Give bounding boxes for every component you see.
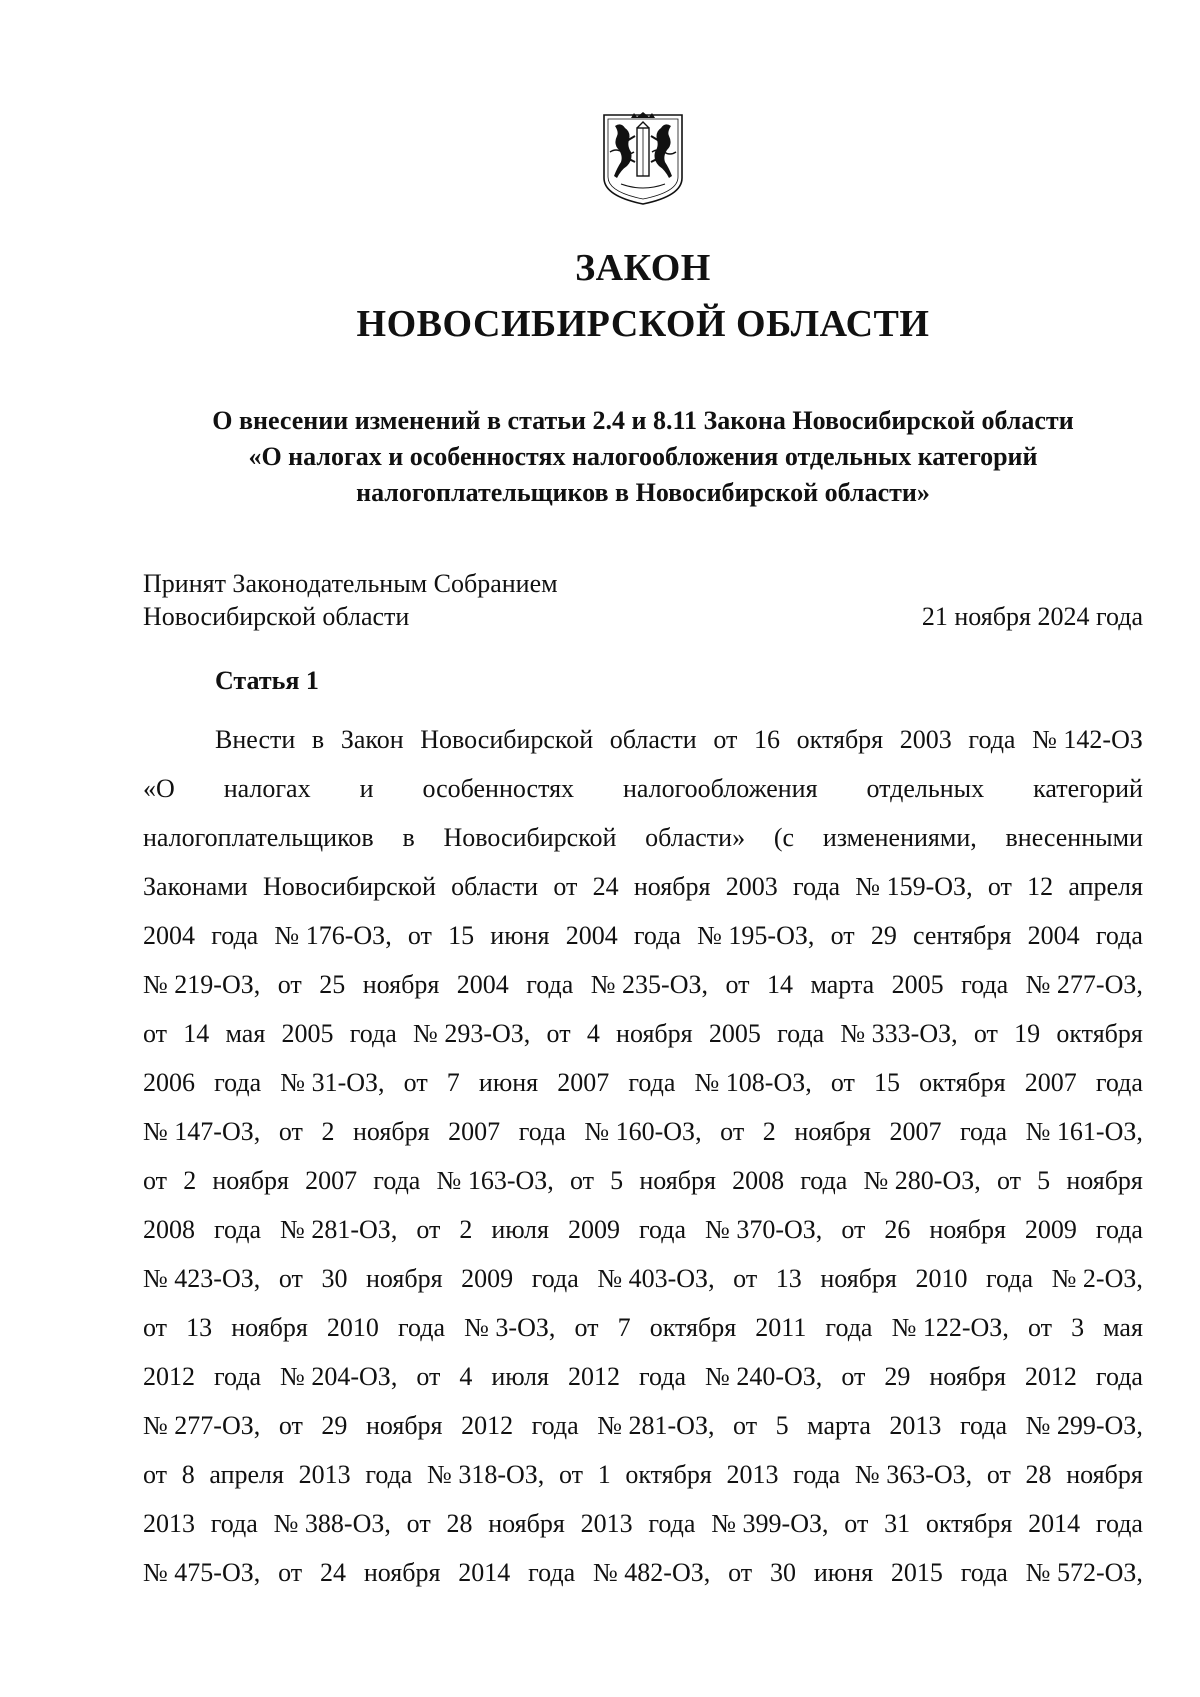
article-text-line: № 423-ОЗ, от 30 ноября 2009 года № 403-ОЗ, от 13 ноября 2010 года № 2-ОЗ, xyxy=(143,1264,1143,1293)
law-title-line: НОВОСИБИРСКОЙ ОБЛАСТИ xyxy=(356,303,930,345)
article-text-line: от 13 ноября 2010 года № 3-ОЗ, от 7 октября 2011 года № 122-ОЗ, от 3 мая xyxy=(143,1313,1143,1342)
article-text-line: № 277-ОЗ, от 29 ноября 2012 года № 281-ОЗ, от 5 марта 2013 года № 299-ОЗ, xyxy=(143,1411,1143,1440)
article-text-line: № 475-ОЗ, от 24 ноября 2014 года № 482-ОЗ, от 30 июня 2015 года № 572-ОЗ, xyxy=(143,1558,1143,1587)
article-text-line: 2012 года № 204-ОЗ, от 4 июля 2012 года № 240-ОЗ, от 29 ноября 2012 года xyxy=(143,1362,1143,1391)
article-text-line: 2004 года № 176-ОЗ, от 15 июня 2004 года № 195-ОЗ, от 29 сентября 2004 года xyxy=(143,921,1143,950)
article-text-line: от 14 мая 2005 года № 293-ОЗ, от 4 ноября 2005 года № 333-ОЗ, от 19 октября xyxy=(143,1019,1143,1048)
law-subject xyxy=(0,403,1200,511)
article-text-line: 2013 года № 388-ОЗ, от 28 ноября 2013 года № 399-ОЗ, от 31 октября 2014 года xyxy=(143,1509,1143,1538)
subject-line: налогоплательщиков в Новосибирской области» xyxy=(356,478,930,507)
article-text-line: 2006 года № 31-ОЗ, от 7 июня 2007 года № 108-ОЗ, от 15 октября 2007 года xyxy=(143,1068,1143,1097)
article-text-line: налогоплательщиков в Новосибирской области» (с изменениями, внесенными xyxy=(143,823,1143,852)
article-text-line: «О налогах и особенностях налогообложения отдельных категорий xyxy=(143,774,1143,803)
adoption-block xyxy=(143,567,1143,633)
article-text-line: Законами Новосибирской области от 24 ноября 2003 года № 159-ОЗ, от 12 апреля xyxy=(143,872,1143,901)
coat-of-arms-icon xyxy=(601,112,685,206)
article-text-line: 2008 года № 281-ОЗ, от 2 июля 2009 года № 370-ОЗ, от 26 ноября 2009 года xyxy=(143,1215,1143,1244)
article-text-line: Внести в Закон Новосибирской области от 16 октября 2003 года № 142-ОЗ xyxy=(215,725,1143,754)
adoption-line xyxy=(143,567,1143,600)
article-text-line: от 2 ноября 2007 года № 163-ОЗ, от 5 ноября 2008 года № 280-ОЗ, от 5 ноября xyxy=(143,1166,1143,1195)
adoption-line xyxy=(143,600,1143,633)
subject-line: «О налогах и особенностях налогообложения отдельных категорий xyxy=(248,442,1038,471)
adoption-date: 21 ноября 2024 года xyxy=(921,602,1143,631)
article-heading: Статья 1 xyxy=(215,666,319,695)
article-text-line: от 8 апреля 2013 года № 318-ОЗ, от 1 октября 2013 года № 363-ОЗ, от 28 ноября xyxy=(143,1460,1143,1489)
subject-line: О внесении изменений в статьи 2.4 и 8.11 Закона Новосибирской области xyxy=(212,406,1074,435)
article-body xyxy=(143,715,1143,1597)
article-text-line: № 219-ОЗ, от 25 ноября 2004 года № 235-ОЗ, от 14 марта 2005 года № 277-ОЗ, xyxy=(143,970,1143,999)
article-text-line: № 147-ОЗ, от 2 ноября 2007 года № 160-ОЗ, от 2 ноября 2007 года № 161-ОЗ, xyxy=(143,1117,1143,1146)
adoption-body-text: Принят Законодательным Собранием xyxy=(143,569,558,598)
law-title xyxy=(0,240,1200,352)
adoption-region-text: Новосибирской области xyxy=(143,602,410,631)
law-title-line: ЗАКОН xyxy=(575,247,711,289)
